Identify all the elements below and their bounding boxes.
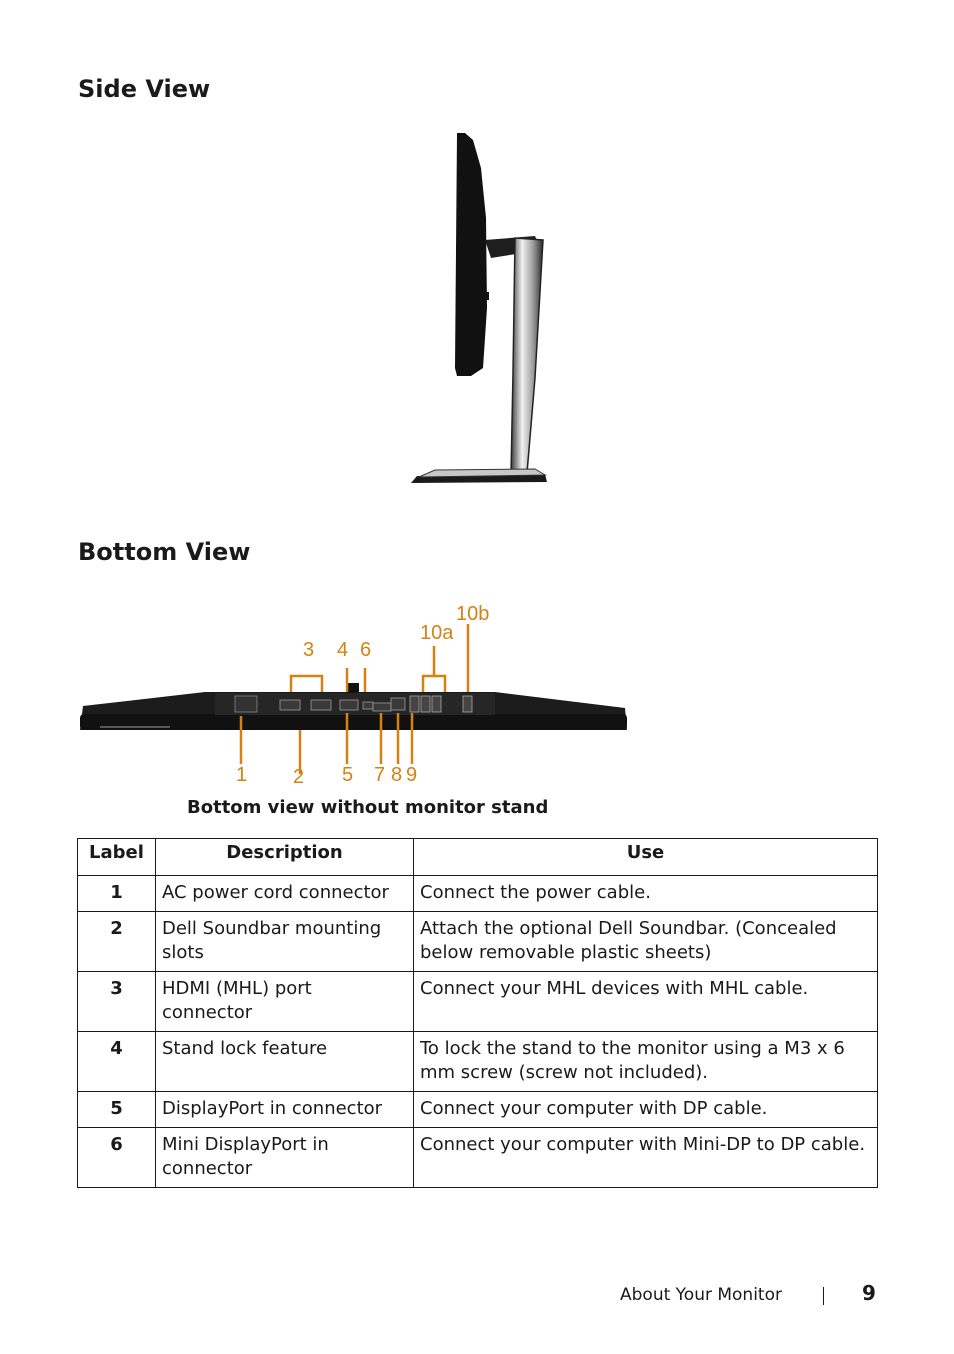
callout-9: 9: [406, 764, 418, 786]
callout-3: 3: [303, 639, 315, 661]
row-description: HDMI (MHL) port connector: [156, 972, 414, 1032]
figure-caption: Bottom view without monitor stand: [187, 797, 549, 818]
monitor-bottom-view-illustration: [75, 596, 640, 796]
row-label: 2: [78, 912, 156, 972]
row-label: 3: [78, 972, 156, 1032]
table-row: [78, 1092, 878, 1128]
row-use: Connect your MHL devices with MHL cable.: [414, 972, 878, 1032]
page-number: 9: [862, 1281, 876, 1305]
footer-divider: [823, 1287, 824, 1305]
callout-5: 5: [342, 764, 354, 786]
callout-10b: 10b: [456, 603, 490, 625]
footer-section-title: About Your Monitor: [620, 1285, 782, 1305]
row-use: Connect the power cable.: [414, 876, 878, 912]
table-header-row: [78, 839, 878, 876]
row-use: Connect your computer with Mini-DP to DP cable.: [414, 1128, 878, 1188]
row-use: Connect your computer with DP cable.: [414, 1092, 878, 1128]
row-label: 4: [78, 1032, 156, 1092]
table-row: [78, 876, 878, 912]
bottom-view-heading: Bottom View: [78, 538, 251, 566]
table-row: [78, 912, 878, 972]
row-description: Stand lock feature: [156, 1032, 414, 1092]
row-label: 5: [78, 1092, 156, 1128]
row-label: 6: [78, 1128, 156, 1188]
row-use: Attach the optional Dell Soundbar. (Concealed below removable plastic sheets): [414, 912, 878, 972]
connector-spec-table: [77, 838, 878, 1188]
callout-4: 4: [337, 639, 349, 661]
table-row: [78, 1128, 878, 1188]
monitor-side-view-illustration: [395, 128, 565, 490]
callout-10a: 10a: [420, 622, 454, 644]
header-use: Use: [414, 839, 878, 876]
row-description: DisplayPort in connector: [156, 1092, 414, 1128]
row-description: Mini DisplayPort in connector: [156, 1128, 414, 1188]
header-description: Description: [156, 839, 414, 876]
table-row: [78, 1032, 878, 1092]
callout-8: 8: [391, 764, 403, 786]
row-label: 1: [78, 876, 156, 912]
side-view-heading: Side View: [78, 75, 211, 103]
row-use: To lock the stand to the monitor using a M3 x 6 mm screw (screw not included).: [414, 1032, 878, 1092]
row-description: AC power cord connector: [156, 876, 414, 912]
header-label: Label: [78, 839, 156, 876]
callout-1: 1: [236, 764, 248, 786]
callout-2: 2: [293, 766, 305, 788]
callout-6: 6: [360, 639, 372, 661]
row-description: Dell Soundbar mounting slots: [156, 912, 414, 972]
callout-7: 7: [374, 764, 386, 786]
table-row: [78, 972, 878, 1032]
